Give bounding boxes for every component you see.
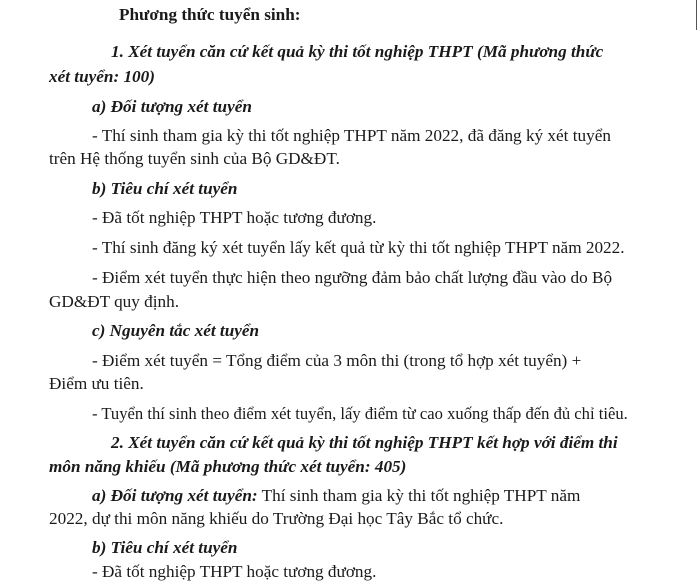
method-2-title-line-1: 2. Xét tuyển căn cứ kết quả kỳ thi tốt nghiệp THPT kết hợp với điểm thi: [111, 433, 618, 452]
method-1-subheading-c: c) Nguyên tắc xét tuyển: [92, 321, 260, 340]
method-2-a-paragraph-line-2: 2022, dự thi môn năng khiếu do Trường Đại học Tây Bắc tổ chức.: [49, 509, 504, 528]
method-1-b-bullet-3-line-2: GD&ĐT quy định.: [49, 292, 180, 311]
method-1-subheading-b: b) Tiêu chí xét tuyển: [92, 179, 238, 198]
method-2-a-paragraph-text: Thí sinh tham gia kỳ thi tốt nghiệp THPT năm: [257, 486, 581, 505]
method-1-c-bullet-2: - Tuyển thí sinh theo điểm xét tuyển, lấy điểm từ cao xuống thấp đến đủ chỉ tiêu.: [92, 404, 628, 423]
method-1-title-line-2: xét tuyển: 100): [49, 67, 155, 86]
page-edge-line: [696, 0, 697, 30]
method-2-b-bullet-1: - Đã tốt nghiệp THPT hoặc tương đương.: [92, 562, 377, 581]
method-2-subheading-a: a) Đối tượng xét tuyển:: [92, 486, 258, 505]
method-1-b-bullet-2: - Thí sinh đăng ký xét tuyển lấy kết quả từ kỳ thi tốt nghiệp THPT năm 2022.: [92, 238, 625, 257]
method-1-c-bullet-1-line-1: - Điểm xét tuyển = Tổng điểm của 3 môn thi (trong tổ hợp xét tuyển) +: [92, 351, 582, 370]
method-1-a-paragraph-line-2: trên Hệ thống tuyển sinh của Bộ GD&ĐT.: [49, 149, 340, 168]
method-1-title-line-1: 1. Xét tuyển căn cứ kết quả kỳ thi tốt nghiệp THPT (Mã phương thức: [111, 42, 604, 61]
section-heading: Phương thức tuyển sinh:: [119, 5, 301, 24]
method-1-c-bullet-1-line-2: Điểm ưu tiên.: [49, 374, 144, 393]
method-1-subheading-a: a) Đối tượng xét tuyển: [92, 97, 252, 116]
method-2-subheading-b: b) Tiêu chí xét tuyển: [92, 538, 238, 557]
method-1-a-paragraph-line-1: - Thí sinh tham gia kỳ thi tốt nghiệp THPT năm 2022, đã đăng ký xét tuyển: [92, 126, 611, 145]
method-1-b-bullet-1: - Đã tốt nghiệp THPT hoặc tương đương.: [92, 208, 377, 227]
method-1-b-bullet-3-line-1: - Điểm xét tuyển thực hiện theo ngưỡng đảm bảo chất lượng đầu vào do Bộ: [92, 268, 613, 287]
method-2-a-paragraph-line-1: [92, 485, 580, 507]
method-2-title-line-2: môn năng khiếu (Mã phương thức xét tuyển: 405): [49, 457, 407, 476]
